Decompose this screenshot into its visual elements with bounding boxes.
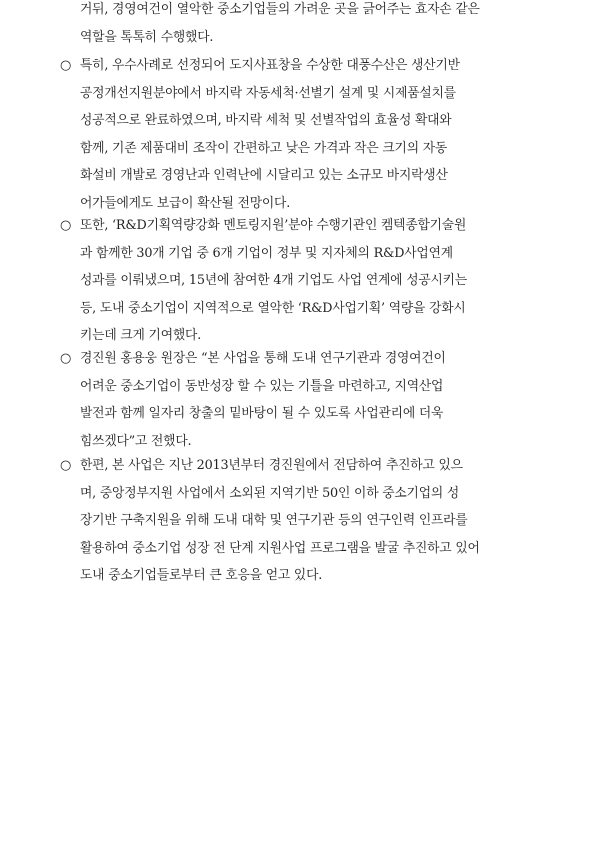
text-line: 힘쓰겠다”고 전했다.	[80, 433, 192, 449]
bullet-paragraph	[60, 452, 550, 590]
text-line: 함께, 기존 제품대비 조작이 간편하고 낮은 가격과 작은 크기의 자동	[80, 140, 448, 156]
text-line: 성과를 이뤄냈으며, 15년에 참여한 4개 기업도 사업 연계에 성공시키는	[80, 273, 468, 288]
text-line: 또한, ‘R&D기획역량강화 멘토링지원’분야 수행기관인 켐텍종합기술원	[80, 218, 467, 233]
bullet-marker: ○	[60, 458, 72, 473]
bullet-paragraph	[60, 52, 550, 217]
text-line: 활용하여 중소기업 성장 전 단계 지원사업 프로그램을 발굴 추진하고 있어	[80, 540, 480, 556]
text-line: 장기반 구축지원을 위해 도내 대학 및 연구기관 등의 연구인력 인프라를	[80, 513, 468, 528]
text-line: 한편, 본 사업은 지난 2013년부터 경진원에서 전담하여 추진하고 있으	[80, 458, 463, 473]
bullet-paragraph	[60, 345, 550, 455]
text-line: 등, 도내 중소기업이 지역적으로 열악한 ‘R&D사업기획’ 역량을 강화시	[80, 300, 466, 316]
bullet-marker: ○	[60, 58, 72, 73]
text-line: 경진원 홍용웅 원장은 “본 사업을 통해 도내 연구기관과 경영여건이	[80, 351, 446, 366]
text-line: 발전과 함께 일자리 창출의 밑바탕이 될 수 있도록 사업관리에 더욱	[80, 406, 444, 421]
text-line: 화설비 개발로 경영난과 인력난에 시달리고 있는 소규모 바지락생산	[80, 168, 448, 183]
text-line: 역할을 톡톡히 수행했다.	[80, 29, 214, 45]
bullet-marker: ○	[60, 351, 72, 366]
text-line: 어가들에게도 보급이 확산될 전망이다.	[80, 195, 291, 211]
text-line: 성공적으로 완료하였으며, 바지락 세척 및 선별작업의 효율성 확대와	[80, 113, 452, 128]
text-line: 키는데 크게 기여했다.	[80, 328, 202, 343]
text-line: 특히, 우수사례로 선정되어 도지사표창을 수상한 대풍수산은 생산기반	[80, 58, 460, 73]
continuation-text	[80, 0, 550, 51]
bullet-paragraph	[60, 212, 550, 350]
text-line: 도내 중소기업들로부터 큰 호응을 얻고 있다.	[80, 568, 323, 583]
text-line: 어려운 중소기업이 동반성장 할 수 있는 기틀을 마련하고, 지역산업	[80, 378, 444, 394]
text-line: 며, 중앙정부지원 사업에서 소외된 지역기반 50인 이하 중소기업의 성	[80, 485, 460, 501]
text-line: 거뒤, 경영여건이 열악한 중소기업들의 가려운 곳을 긁어주는 효자손 같은	[80, 2, 480, 17]
text-line: 과 함께한 30개 기업 중 6개 기업이 정부 및 지자체의 R&D사업연계	[80, 245, 453, 261]
text-line: 공정개선지원분야에서 바지락 자동세척·선별기 설계 및 시제품설치를	[80, 85, 456, 101]
bullet-marker: ○	[60, 218, 72, 233]
